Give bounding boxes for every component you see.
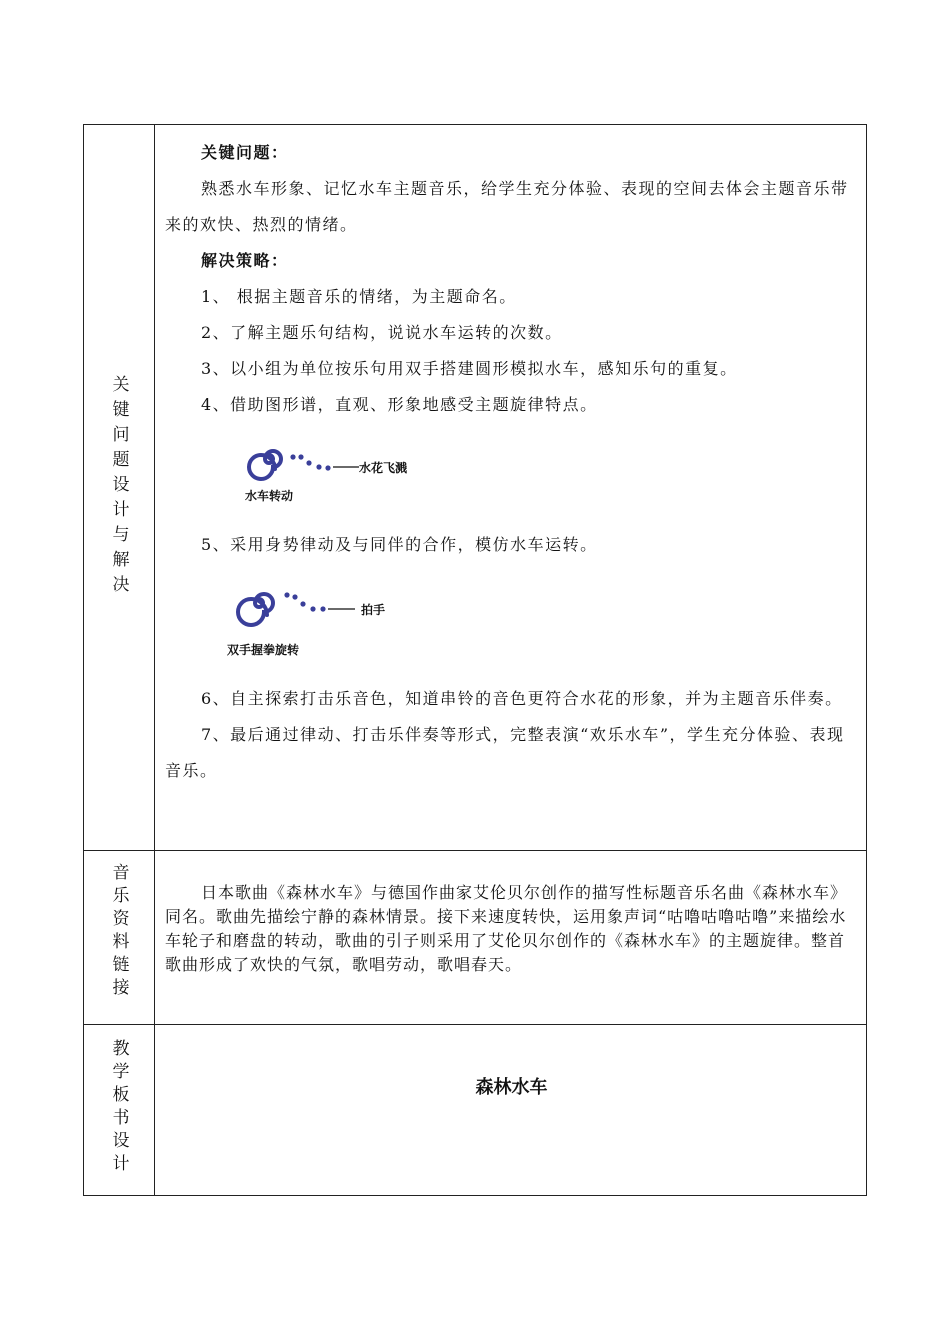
row-label-cell: [84, 851, 155, 1024]
row-label: 音乐资料链接: [108, 863, 129, 1001]
board-design-content: [155, 1025, 866, 1195]
step-item: 1、 根据主题音乐的情绪，为主题命名。: [201, 287, 517, 306]
board-design-row: [84, 1025, 866, 1195]
step-item: 7、最后通过律动、打击乐伴奏等形式，完整表演“欢乐水车”，学生充分体验、表现音乐。: [165, 725, 845, 780]
board-title: 森林水车: [475, 1077, 548, 1098]
figure-right-label: 水花飞溅: [359, 461, 408, 475]
music-resource-row: [84, 851, 866, 1025]
waterwheel-spiral-icon: [227, 569, 487, 679]
step-item: 3、以小组为单位按乐句用双手搭建圆形模拟水车，感知乐句的重复。: [201, 359, 738, 378]
step-item: 6、自主探索打击乐音色，知道串铃的音色更符合水花的形象，并为主题音乐伴奏。: [201, 689, 843, 708]
key-question-heading: 关键问题：: [201, 143, 289, 162]
row-label-cell: [84, 1025, 155, 1195]
strategy-heading: 解决策略：: [201, 251, 289, 270]
key-question-row: [84, 125, 866, 851]
lesson-plan-table: [83, 124, 867, 1196]
step-item: 2、了解主题乐句结构，说说水车运转的次数。: [201, 323, 563, 342]
music-resource-text: 日本歌曲《森林水车》与德国作曲家艾伦贝尔创作的描写性标题音乐名曲《森林水车》同名。歌曲先描绘宁静的森林情景。接下来速度转快，运用象声词“咕噜咕噜咕噜”来描绘水车轮子和磨盘的转动，歌曲的引子则采用了艾伦贝尔创作的《森林水车》的主题旋律。整首歌曲形成了欢快的气氛，歌唱劳动，歌唱春天。: [165, 883, 848, 974]
step-item: 5、采用身势律动及与同伴的合作，模仿水车运转。: [201, 535, 598, 554]
graphic-score-figure-1: [165, 427, 858, 523]
row-label-cell: [84, 125, 155, 850]
figure-bottom-label: 双手握拳旋转: [227, 643, 300, 657]
key-question-text: 熟悉水车形象、记忆水车主题音乐，给学生充分体验、表现的空间去体会主题音乐带来的欢快、热烈的情绪。: [165, 179, 849, 234]
figure-bottom-label: 水车转动: [245, 489, 294, 503]
row-label: 教学板书设计: [108, 1039, 129, 1177]
figure-right-label: 拍手: [361, 603, 386, 617]
music-resource-content: [155, 851, 866, 1024]
graphic-score-figure-2: [165, 567, 858, 677]
row-label: 关键问题设计与解决: [108, 375, 129, 600]
step-item: 4、借助图形谱，直观、形象地感受主题旋律特点。: [201, 395, 598, 414]
key-question-content: [155, 125, 866, 850]
